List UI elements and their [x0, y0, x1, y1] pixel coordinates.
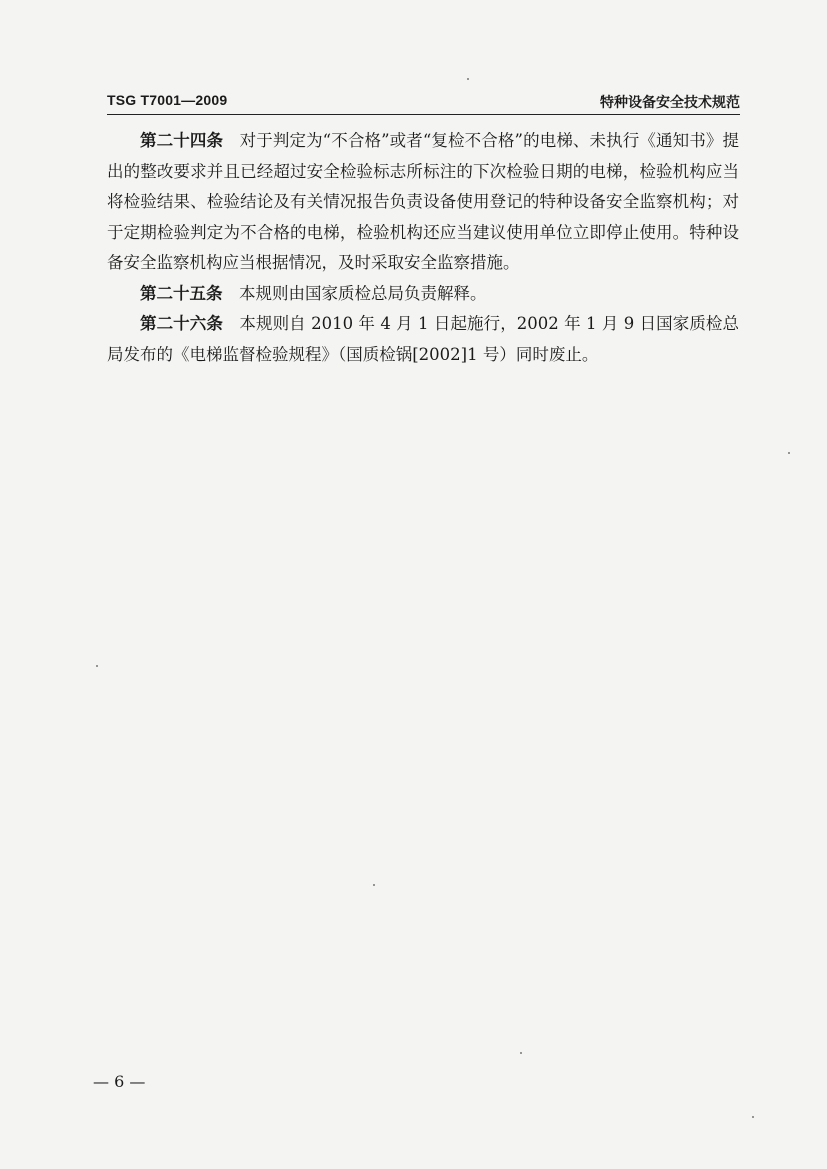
article-24	[107, 126, 739, 279]
article-number: 第二十四条	[140, 131, 224, 150]
scan-speck	[788, 452, 790, 454]
standard-code: TSG T7001—2009	[107, 92, 228, 108]
article-26	[107, 309, 739, 370]
scan-speck	[520, 1052, 522, 1054]
page-header	[107, 92, 740, 115]
article-number: 第二十五条	[140, 283, 223, 303]
scan-speck	[752, 1116, 754, 1118]
document-body	[107, 126, 739, 370]
article-25	[107, 279, 739, 310]
article-text: 本规则由国家质检总局负责解释。	[239, 283, 487, 303]
article-number: 第二十六条	[140, 314, 223, 333]
page-number: — 6 —	[93, 1072, 146, 1091]
scan-speck	[96, 665, 98, 667]
scan-speck	[467, 78, 469, 80]
article-text: 对于判定为“不合格”或者“复检不合格”的电梯、未执行《通知书》提出的整改要求并且已经超过安全检验标志所标注的下次检验日期的电梯，检验机构应当将检验结果、检验结论及有关情况报告负责设备使用登记的特种设备安全监察机构；对于定期检验判定为不合格的电梯，检验机构还应当建议使用单位立即停止使用。特种设备安全监察机构应当根据情况，及时采取安全监察措施。	[107, 131, 739, 272]
article-text: 本规则自 2010 年 4 月 1 日起施行，2002 年 1 月 9 日国家质检总局发布的《电梯监督检验规程》（国质检锅[2002]1 号）同时废止。	[107, 314, 740, 364]
header-title: 特种设备安全技术规范	[600, 95, 740, 111]
scan-speck	[373, 884, 375, 886]
